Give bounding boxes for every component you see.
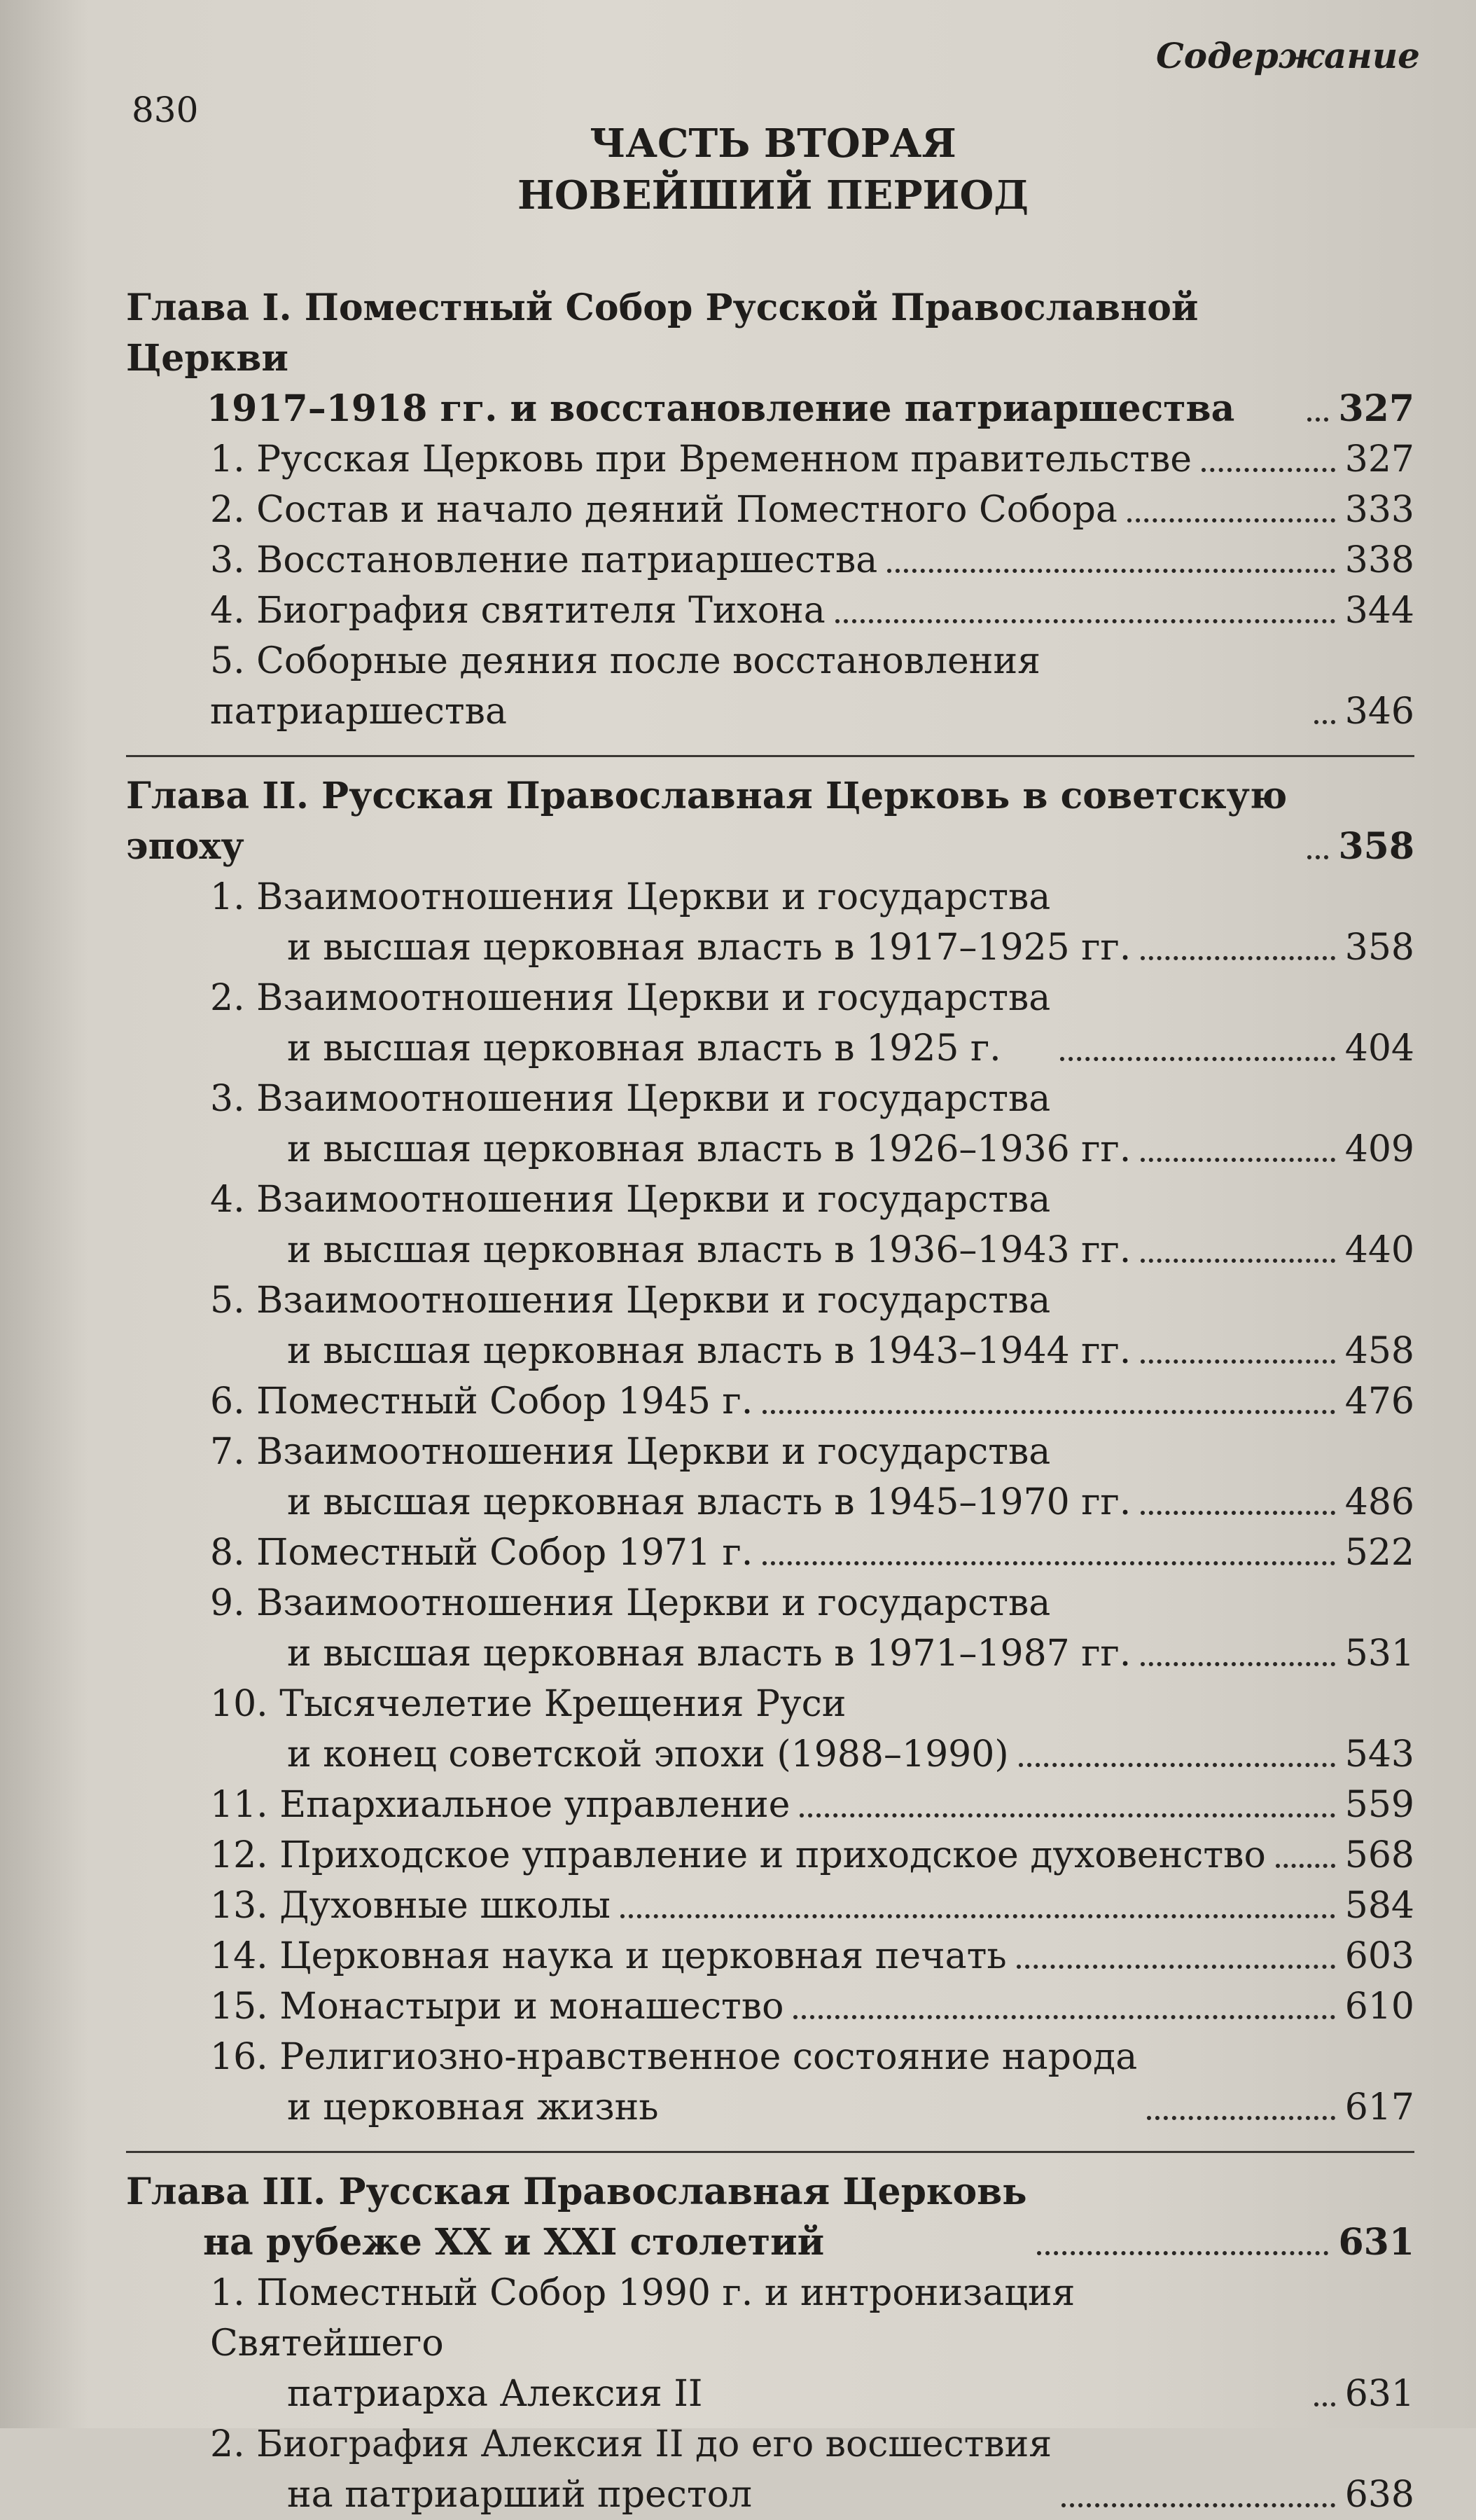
toc-page-number: 631 <box>1338 2221 1414 2264</box>
toc-entry <box>126 434 1414 485</box>
toc-entry-title-cont: и высшая церковная власть в 1971–1987 гг. <box>287 1633 1132 1675</box>
running-header: Содержание <box>1156 35 1420 76</box>
toc-entry <box>126 1074 1414 1175</box>
toc-entry <box>126 1931 1414 1981</box>
toc-entry-title: 4. Биография святителя Тихона <box>210 590 826 632</box>
dot-leader <box>793 2015 1335 2019</box>
toc-entry-title-cont: и высшая церковная власть в 1945–1970 гг. <box>287 1481 1132 1523</box>
dot-leader <box>1141 1511 1335 1515</box>
toc-page-number: 338 <box>1344 539 1414 581</box>
toc-entry <box>126 2268 1414 2419</box>
dot-leader <box>1147 2116 1335 2120</box>
dot-leader <box>1307 417 1328 422</box>
toc-page-number: 440 <box>1344 1229 1414 1271</box>
toc-page-number: 358 <box>1344 927 1414 969</box>
toc-entry-title-cont: и высшая церковная власть в 1917–1925 гг. <box>287 927 1132 969</box>
toc-entry <box>126 535 1414 586</box>
dot-leader <box>1127 518 1335 522</box>
toc-page-number: 344 <box>1344 590 1414 632</box>
toc-entry <box>126 1175 1414 1275</box>
toc-entry <box>126 1275 1414 1376</box>
toc-page-number: 327 <box>1344 438 1414 480</box>
toc-page-number: 476 <box>1344 1380 1414 1422</box>
toc-entry <box>126 2032 1414 2133</box>
toc-entry-title-cont: и высшая церковная власть в 1936–1943 гг. <box>287 1229 1132 1271</box>
toc-entry-title: 7. Взаимоотношения Церкви и государства <box>210 1431 1051 1473</box>
toc-entry-title: 3. Восстановление патриаршества <box>210 539 878 581</box>
dot-leader <box>1060 1057 1335 1061</box>
toc-chapter-3-title: Глава III. Русская Православная Церковь <box>126 2171 1027 2213</box>
dot-leader <box>1141 1158 1335 1162</box>
toc-entry-title: 1. Взаимоотношения Церкви и государства <box>210 876 1051 918</box>
dot-leader <box>887 569 1335 573</box>
toc-page-number: 333 <box>1344 489 1414 531</box>
dot-leader <box>1276 1864 1335 1868</box>
toc-entry <box>126 2419 1414 2520</box>
toc-page-number: 638 <box>1344 2474 1414 2516</box>
toc-entry-title: 3. Взаимоотношения Церкви и государства <box>210 1078 1051 1120</box>
toc-chapter-2 <box>126 771 1414 872</box>
toc-entry-title: 4. Взаимоотношения Церкви и государства <box>210 1179 1051 1221</box>
toc-chapter-3 <box>126 2167 1414 2268</box>
toc-chapter-3-title-cont: на рубеже XX и XXI столетий <box>203 2221 825 2264</box>
dot-leader <box>835 619 1335 623</box>
toc-page-number: 327 <box>1338 387 1414 430</box>
toc-entry <box>126 1376 1414 1427</box>
section-divider <box>126 2151 1414 2153</box>
toc-page-number: 346 <box>1344 691 1414 733</box>
toc-entry <box>126 1881 1414 1931</box>
toc-page-number: 610 <box>1344 1986 1414 2028</box>
toc-entry-title: 12. Приходское управление и приходское духовенство <box>210 1834 1266 1876</box>
toc-entry-title: 11. Епархиальное управление <box>210 1784 791 1826</box>
dot-leader <box>1314 720 1335 724</box>
section-divider <box>126 755 1414 757</box>
toc-entry <box>126 872 1414 973</box>
toc-chapter-1 <box>126 283 1414 434</box>
dot-leader <box>1141 1359 1335 1364</box>
toc-entry-title-cont: и высшая церковная власть в 1925 г. <box>287 1027 1001 1069</box>
toc-entry-title-cont: на патриарший престол <box>287 2474 752 2516</box>
toc-entry <box>126 636 1414 737</box>
toc-entry-title: 13. Духовные школы <box>210 1885 611 1927</box>
toc-entry-title: 15. Монастыри и монашество <box>210 1986 784 2028</box>
dot-leader <box>1314 2402 1335 2407</box>
dot-leader <box>620 1914 1335 1918</box>
dot-leader <box>1141 956 1335 960</box>
toc-entry-title: 6. Поместный Собор 1945 г. <box>210 1380 753 1422</box>
toc-entry <box>126 1780 1414 1830</box>
toc-entry-title: 2. Биография Алексия II до его восшествия <box>210 2423 1052 2465</box>
table-of-contents <box>126 266 1414 2520</box>
toc-entry-title: 16. Религиозно-нравственное состояние народа <box>210 2036 1138 2078</box>
toc-entry-title-cont: и высшая церковная власть в 1926–1936 гг. <box>287 1128 1132 1170</box>
toc-page-number: 404 <box>1344 1027 1414 1069</box>
toc-entry <box>126 1427 1414 1528</box>
toc-entry-title: 14. Церковная наука и церковная печать <box>210 1935 1007 1977</box>
toc-entry-title: 5. Взаимоотношения Церкви и государства <box>210 1280 1051 1322</box>
page-number: 830 <box>132 90 199 130</box>
dot-leader <box>1019 1763 1335 1767</box>
dot-leader <box>800 1813 1335 1818</box>
toc-page-number: 458 <box>1344 1330 1414 1372</box>
toc-entry-title: 8. Поместный Собор 1971 г. <box>210 1532 753 1574</box>
toc-page-number: 522 <box>1344 1532 1414 1574</box>
toc-chapter-1-title-cont: 1917–1918 гг. и восстановление патриаршества <box>207 387 1235 430</box>
toc-chapter-1-title: Глава I. Поместный Собор Русской Православной Церкви <box>126 286 1199 380</box>
toc-entry-title: 9. Взаимоотношения Церкви и государства <box>210 1582 1051 1624</box>
toc-page-number: 617 <box>1344 2086 1414 2128</box>
dot-leader <box>763 1561 1335 1565</box>
toc-entry-title: 1. Поместный Собор 1990 г. и интронизация Святейшего <box>210 2272 1075 2365</box>
dot-leader <box>1037 2251 1329 2255</box>
toc-page-number: 531 <box>1344 1633 1414 1675</box>
toc-entry-title-cont: и высшая церковная власть в 1943–1944 гг. <box>287 1330 1132 1372</box>
part-title <box>0 118 1476 221</box>
toc-entry-title-cont: и конец советской эпохи (1988–1990) <box>287 1733 1009 1775</box>
toc-entry <box>126 1679 1414 1780</box>
toc-entry <box>126 973 1414 1074</box>
toc-chapter-2-title: Глава II. Русская Православная Церковь в советскую эпоху <box>126 775 1288 868</box>
toc-entry-title: 1. Русская Церковь при Временном правительстве <box>210 438 1192 480</box>
toc-entry-title: 5. Соборные деяния после восстановления патриаршества <box>210 640 1040 733</box>
dot-leader <box>1061 2503 1335 2507</box>
toc-page-number: 559 <box>1344 1784 1414 1826</box>
dot-leader <box>1307 855 1328 859</box>
toc-entry <box>126 586 1414 636</box>
toc-entry <box>126 1830 1414 1881</box>
toc-page-number: 358 <box>1338 825 1414 868</box>
toc-entry <box>126 1981 1414 2032</box>
toc-page-number: 568 <box>1344 1834 1414 1876</box>
toc-page-number: 631 <box>1344 2373 1414 2415</box>
toc-page-number: 409 <box>1344 1128 1414 1170</box>
dot-leader <box>1202 468 1335 472</box>
toc-entry-title-cont: патриарха Алексия II <box>287 2373 703 2415</box>
dot-leader <box>1017 1965 1335 1969</box>
toc-entry-title: 10. Тысячелетие Крещения Руси <box>210 1683 847 1725</box>
part-title-line1: ЧАСТЬ ВТОРАЯ <box>590 120 956 167</box>
dot-leader <box>1141 1259 1335 1263</box>
toc-page-number: 543 <box>1344 1733 1414 1775</box>
toc-page-number: 486 <box>1344 1481 1414 1523</box>
toc-entry-title-cont: и церковная жизнь <box>287 2086 659 2128</box>
toc-entry <box>126 1528 1414 1578</box>
toc-entry-title: 2. Состав и начало деяний Поместного Собора <box>210 489 1118 531</box>
toc-page-number: 584 <box>1344 1885 1414 1927</box>
dot-leader <box>1141 1662 1335 1666</box>
toc-entry <box>126 1578 1414 1679</box>
toc-entry-title: 2. Взаимоотношения Церкви и государства <box>210 977 1051 1019</box>
toc-entry <box>126 485 1414 535</box>
part-title-line2: НОВЕЙШИЙ ПЕРИОД <box>517 172 1029 219</box>
dot-leader <box>763 1410 1335 1414</box>
toc-page-number: 603 <box>1344 1935 1414 1977</box>
